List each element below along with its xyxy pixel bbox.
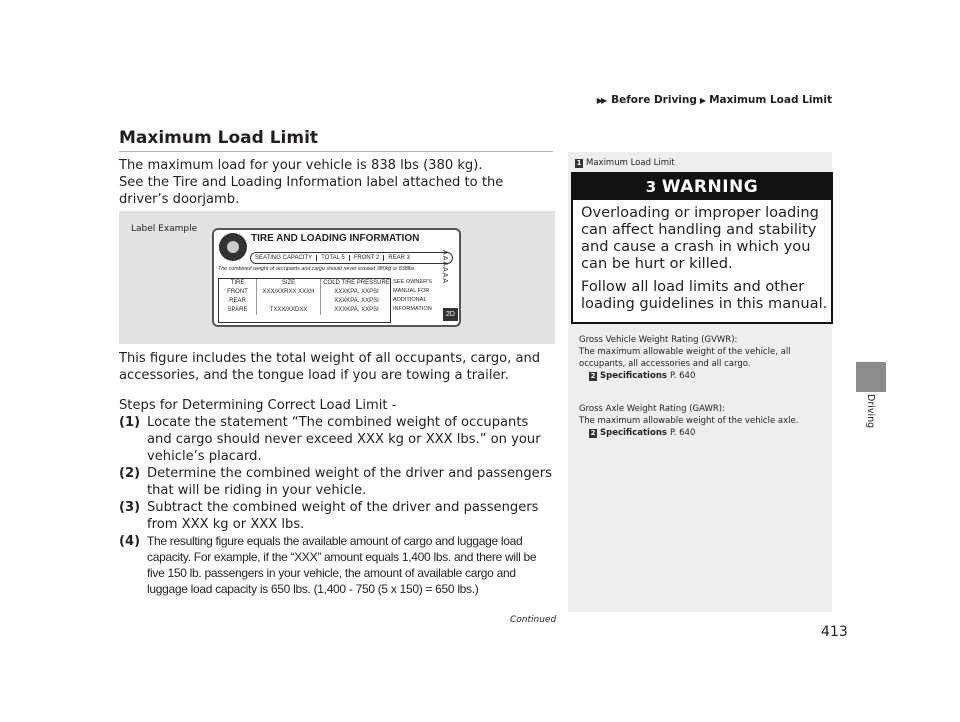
cross-reference-icon: 2 bbox=[590, 428, 596, 437]
title-divider bbox=[119, 151, 553, 152]
warning-header bbox=[573, 174, 831, 200]
step-item bbox=[119, 499, 555, 533]
intro-line-1: The maximum load for your vehicle is 838 lbs (380 kg). bbox=[119, 158, 483, 173]
spec-ref-page: P. 640 bbox=[669, 371, 696, 381]
page-title: Maximum Load Limit bbox=[119, 128, 319, 148]
table-row bbox=[219, 288, 393, 297]
gvwr-description: The maximum allowable weight of the vehicle, all occupants, all accessories and all cargo. bbox=[579, 347, 791, 369]
label-heading: TIRE AND LOADING INFORMATION bbox=[251, 233, 420, 244]
reference-marker-icon: 1 bbox=[576, 158, 582, 167]
side-note-line: MANUAL FOR bbox=[393, 288, 430, 294]
header-tire: TIRE bbox=[219, 279, 257, 288]
header-pressure: COLD TIRE PRESSURE bbox=[321, 279, 393, 288]
warning-text-1: Overloading or improper loading can affect handling and stability and cause a crash in which you can be hurt or killed. bbox=[581, 204, 819, 272]
side-note-line: SEE OWNER'S bbox=[393, 279, 432, 285]
row-size: TXXX/XXDXX bbox=[257, 306, 321, 315]
seating-capacity-cell: SEATING CAPACITY bbox=[251, 255, 317, 261]
seating-front-cell: FRONT 2 bbox=[350, 255, 385, 261]
spec-ref-label: Specifications bbox=[600, 428, 667, 438]
breadcrumb-separator-icon: ▶ bbox=[699, 95, 707, 105]
table-row bbox=[219, 297, 393, 306]
gawr-spec-link[interactable] bbox=[579, 427, 824, 439]
row-size bbox=[257, 297, 321, 306]
tire-loading-label-illustration bbox=[212, 228, 461, 327]
tire-table-header bbox=[219, 279, 393, 288]
gvwr-spec-link[interactable] bbox=[579, 370, 824, 382]
continued-label: Continued bbox=[510, 615, 557, 625]
label-side-note bbox=[390, 278, 437, 323]
row-pressure: XXXKPA, XXPSI bbox=[321, 297, 393, 306]
gvwr-title: Gross Vehicle Weight Rating (GVWR): bbox=[579, 335, 738, 345]
gawr-description: The maximum allowable weight of the vehicle axle. bbox=[579, 416, 799, 426]
step-number: (4) bbox=[119, 534, 141, 549]
row-size: XXX/XXRXX XXXH bbox=[257, 288, 321, 297]
header-size: SIZE bbox=[257, 279, 321, 288]
spec-ref-label: Specifications bbox=[600, 371, 667, 381]
step-number: (2) bbox=[119, 466, 141, 481]
breadcrumb-arrows-icon: ▶▶ bbox=[596, 95, 606, 105]
chapter-tab[interactable] bbox=[856, 362, 886, 392]
row-tire: FRONT bbox=[219, 288, 257, 297]
gvwr-note bbox=[579, 334, 824, 382]
cross-reference-icon: 2 bbox=[590, 371, 596, 380]
chapter-label: Driving bbox=[865, 394, 876, 429]
step-text: Determine the combined weight of the driver and passengers that will be riding in your vehicle. bbox=[147, 466, 552, 498]
sidebar-heading bbox=[575, 158, 675, 168]
breadcrumb-section-link[interactable]: Before Driving bbox=[611, 94, 697, 106]
seating-rear-cell: REAR 3 bbox=[388, 255, 410, 261]
step-item bbox=[119, 414, 555, 465]
row-pressure: XXXKPA, XXPSI bbox=[321, 306, 393, 315]
steps-section bbox=[119, 397, 555, 597]
sidebar-heading-text: Maximum Load Limit bbox=[586, 158, 675, 168]
label-corner-code: 2D bbox=[443, 308, 458, 321]
seating-capacity-strip bbox=[250, 252, 453, 264]
intro-line-2: See the Tire and Loading Information label attached to the driver’s doorjamb. bbox=[119, 175, 504, 207]
seating-total-cell: TOTAL 5 bbox=[317, 255, 350, 261]
warning-symbol-icon: 3 bbox=[645, 178, 657, 196]
label-weight-note: The combined weight of occupants and cargo should never exceed 380kg or 838lbs. bbox=[218, 266, 416, 272]
table-row bbox=[219, 306, 393, 315]
row-tire: SPARE bbox=[219, 306, 257, 315]
step-item bbox=[119, 465, 555, 499]
figure-caption: Label Example bbox=[131, 224, 198, 234]
step-text: The resulting figure equals the available amount of cargo and luggage load capacity. For example, if the “XXX” amount equals 1,400 lbs. and there will be five 150 lb. passengers in your vehicle, the amount of available cargo and luggage load capacity is 650 lbs. (1,400 - 750 (5 x 150) = 650 lbs.) bbox=[147, 534, 537, 596]
row-pressure: XXXKPA, XXPSI bbox=[321, 288, 393, 297]
warning-label: WARNING bbox=[661, 177, 759, 197]
step-number: (3) bbox=[119, 500, 141, 515]
side-note-line: ADDITIONAL bbox=[393, 297, 427, 303]
warning-text-2: Follow all load limits and other loading guidelines in this manual. bbox=[581, 278, 828, 312]
side-note-line: INFORMATION bbox=[393, 306, 432, 312]
gawr-note bbox=[579, 403, 824, 439]
steps-heading: Steps for Determining Correct Load Limit - bbox=[119, 398, 397, 413]
spec-ref-page: P. 640 bbox=[669, 428, 696, 438]
breadcrumb bbox=[597, 94, 832, 106]
intro-paragraph bbox=[119, 157, 555, 208]
step-item bbox=[119, 533, 555, 597]
step-number: (1) bbox=[119, 415, 141, 430]
row-tire: REAR bbox=[219, 297, 257, 306]
breadcrumb-topic-link[interactable]: Maximum Load Limit bbox=[709, 94, 832, 106]
figure-description: This figure includes the total weight of all occupants, cargo, and accessories, and the tongue load if you are towing a trailer. bbox=[119, 351, 541, 383]
gawr-title: Gross Axle Weight Rating (GAWR): bbox=[579, 404, 725, 414]
page-number: 413 bbox=[821, 624, 848, 640]
wheel-icon bbox=[219, 233, 247, 261]
step-text: Locate the statement “The combined weight of occupants and cargo should never exceed XXX kg or XXX lbs.” on your vehicle’s placard. bbox=[147, 415, 541, 464]
label-vertical-code: AAAAAA bbox=[441, 250, 448, 285]
warning-box bbox=[571, 172, 833, 324]
step-text: Subtract the combined weight of the driver and passengers from XXX kg or XXX lbs. bbox=[147, 500, 539, 532]
